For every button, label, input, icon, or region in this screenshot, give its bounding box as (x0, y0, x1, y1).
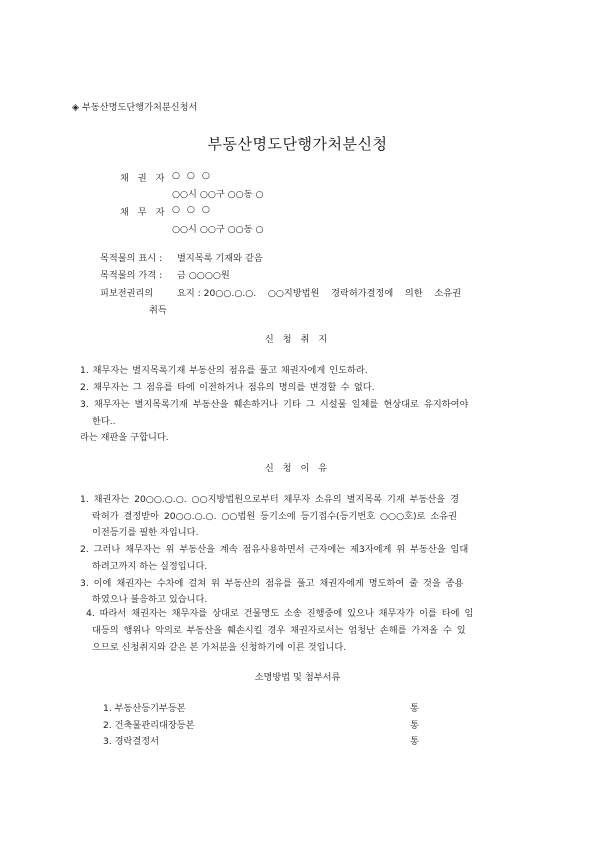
object-price-label: 목적물의 가격 : (100, 270, 163, 281)
evidence-item-label: 1. 부동산등기부등본 (103, 703, 186, 714)
object-display-value: 별지목록 기재와 같음 (177, 253, 263, 264)
evidence-item-unit: 통 (410, 703, 419, 714)
evidence-item-label: 3. 경락결정서 (103, 736, 160, 747)
purpose-heading: 신 청 취 지 (264, 334, 331, 345)
evidence-item-label: 2. 건축물관리대장등본 (103, 720, 195, 731)
preserved-right-value: 요지 : 20○○.○.○. ○○지방법원 경락허가결정에 의한 소유권 (177, 288, 461, 299)
evidence-heading: 소명방법 및 첨부서류 (254, 672, 341, 683)
debtor-address: ○○시 ○○구 ○○동 ○ (172, 224, 264, 235)
reason-line: 1. 채권자는 20○○.○.○. ○○지방법원으로부터 채무자 소유의 별지목록 기재 부동산을 경 (80, 494, 459, 505)
preserved-right-value-cont: 취득 (149, 305, 167, 316)
reason-line: 하려고까지 하는 실정입니다. (92, 561, 208, 572)
reason-line: 락허가 결정받아 20○○.○.○. ○○법원 등기소에 등기접수(등기번호 ○○○호)로 소유권 (92, 511, 457, 522)
reason-line: 하였으나 불응하고 있습니다. (92, 594, 208, 605)
reason-line: 대등의 행위나 악의로 부동산을 훼손시킬 경우 채권자로서는 엄청난 손해를 가져올 수 있 (92, 625, 466, 636)
reason-line: 이전등기를 필한 자입니다. (92, 527, 199, 538)
purpose-closing: 라는 재판을 구합니다. (80, 432, 169, 443)
object-display-label: 목적물의 표시 : (100, 253, 163, 264)
object-price-value: 금 ○○○○원 (177, 270, 230, 281)
page-title: 부동산명도단행가처분신청 (207, 135, 388, 153)
reasons-heading: 신 청 이 유 (264, 463, 331, 474)
purpose-item-cont: 한다.. (92, 416, 116, 427)
debtor-name: ○ ○ ○ (172, 204, 210, 215)
creditor-label: 채 권 자 (120, 173, 168, 184)
purpose-item: 1. 채무자는 별지목록기재 부동산의 점유를 풀고 채권자에게 인도하라. (80, 365, 368, 376)
reason-line: 으므로 신청취지와 같은 본 가처분을 신청하기에 이른 것입니다. (92, 642, 347, 653)
reason-line: 3. 이에 채권자는 수차에 걸쳐 위 부동산의 점유를 풀고 채권자에게 명도하여 줄 것을 종용 (80, 578, 464, 589)
creditor-address: ○○시 ○○구 ○○동 ○ (172, 189, 264, 200)
evidence-item-unit: 통 (410, 736, 419, 747)
evidence-item-unit: 통 (410, 720, 419, 731)
creditor-name: ○ ○ ○ (172, 170, 210, 181)
reason-line: 2. 그러나 채무자는 위 부동산을 계속 점유사용하면서 근자에는 제3자에게 위 부동산을 임대 (80, 544, 469, 555)
debtor-label: 채 무 자 (120, 207, 168, 218)
reason-line: 4. 따라서 채권자는 채무자를 상대로 건물명도 소송 진행중에 있으나 채무자가 이를 타에 임 (86, 608, 474, 619)
preserved-right-label: 피보전권리의 (100, 288, 154, 299)
purpose-item: 2. 채무자는 그 점유를 타에 이전하거나 점유의 명의를 변경할 수 없다. (80, 382, 375, 393)
document-type-note: ◈ 부동산명도단행가처분신청서 (72, 102, 198, 113)
purpose-item: 3. 채무자는 별지목록기재 부동산을 훼손하거나 기타 그 시설물 일체를 현상대로 유지하여야 (80, 399, 469, 410)
